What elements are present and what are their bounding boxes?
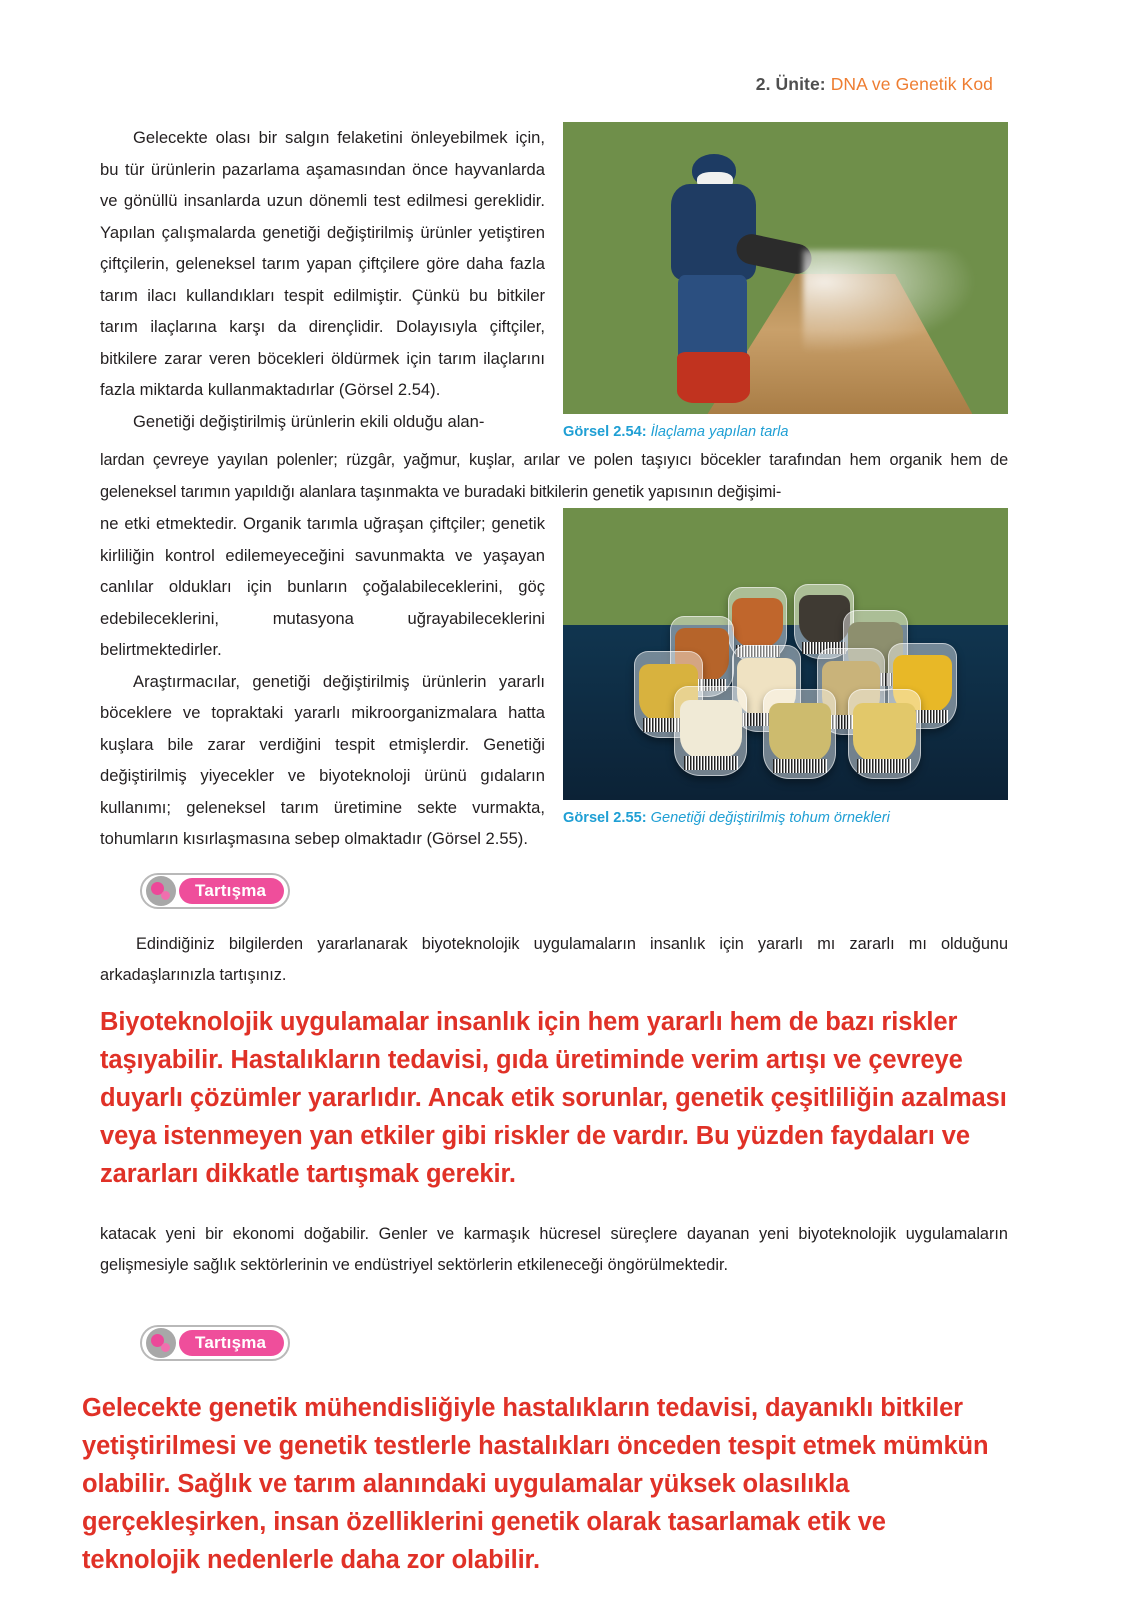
figure-caption — [563, 809, 1008, 827]
paragraph-3: Araştırmacılar, genetiği değiştirilmiş ürünlerin yararlı böceklere ve topraktaki yararlı mikroorganizmalara hatta kuşlara bile zarar verdiğini tespit etmişlerdir. Genetiği değiştirilmiş yiyecekler ve biyoteknoloji ürünü gıdaların kullanımı; geleneksel tarım üretimine sekte vurmakta, tohumların kısırlaşmasına sebep olmaktadır (Görsel 2.55). — [100, 671, 545, 849]
paragraph-1: Gelecekte olası bir salgın felaketini önleyebilmek için, bu tür ürünlerin pazarlama aşamasından önce hayvanlarda ve gönüllü insanlarda uzun dönemli test edilmesi gereklidir. Yapılan çalışmalarda genetiği değiştirilmiş ürünler yetiştiren çiftçilerin, geleneksel tarım yapan çiftçilere göre daha fazla tarım ilacı kullandıkları tespit edilmiştir. Çünkü bu bitkiler tarım ilaçlarına karşı da dirençlidir. Dolayısıyla çiftçiler, bitkilere zarar veren böcekleri öldürmek için tarım ilaçlarını fazla miktarda kullanmaktadırlar (Görsel 2.54). — [100, 128, 545, 399]
paragraph-2-part-a: Genetiği değiştirilmiş ürünlerin ekili olduğu alan- — [133, 411, 485, 431]
speech-bubble-icon — [146, 876, 176, 906]
figure-gorsel-2-55 — [563, 508, 1008, 827]
unit-title: DNA ve Genetik Kod — [830, 74, 993, 94]
paragraph-2-part-c: ne etki etmektedir. Organik tarımla uğraşan çiftçiler; genetik kirliliğin kontrol edilemeyeceğini savunmakta ve yaşayan canlılar oldukları için bunların çoğalabileceklerini, göç edebileceklerini, mutasyona uğrayabileceklerini belirtmektedirler. — [100, 514, 545, 660]
figure-gorsel-2-54 — [563, 122, 1008, 441]
gmo-seed-samples-photo — [563, 508, 1008, 800]
vineyard-spraying-photo — [563, 122, 1008, 414]
discussion-question-1: Edindiğiniz bilgilerden yararlanarak biyoteknolojik uygulamaların insanlık için yararlı mı zararlı mı olduğunu arkadaşlarınızla tartışınız. — [100, 934, 1008, 984]
figure-caption-text: İlaçlama yapılan tarla — [650, 424, 789, 440]
discussion-badge-label: Tartışma — [179, 878, 284, 904]
figure-caption-label: Görsel 2.54: — [563, 424, 647, 440]
figure-caption-label: Görsel 2.55: — [563, 810, 647, 827]
discussion-badge-wrapper-1 — [100, 873, 1008, 911]
paragraph-2-part-b: lardan çevreye yayılan polenler; rüzgâr, yağmur, kuşlar, arılar ve polen taşıyıcı böcekler tarafından hem organik hem de geleneksel tarımın yapıldığı alanlara taşınmakta ve buradaki bitkilerin genetik yapısının değişimi- — [100, 451, 1008, 501]
figure-caption — [563, 423, 1008, 441]
unit-number: 2. Ünite: — [755, 74, 826, 94]
pesticide-spray — [803, 250, 981, 355]
worker-illustration — [639, 154, 786, 405]
discussion-answer-1: Biyoteknolojik uygulamalar insanlık için hem yararlı hem de bazı riskler taşıyabilir. Hastalıkların tedavisi, gıda üretiminde verim artışı ve çevreye duyarlı çözümler yararlıdır. Ancak etik sorunlar, genetik çeşitliliğin azalması veya istenmeyen yan etkiler gibi riskler de vardır. Bu yüzden faydaları ve zararları dikkatle tartışmak gerekir. — [100, 1007, 1007, 1188]
seed-cups-group — [563, 508, 1008, 800]
discussion-badge-wrapper-2 — [100, 1325, 1008, 1363]
discussion-badge-2[interactable] — [140, 1325, 290, 1361]
discussion-badge-1[interactable] — [140, 873, 290, 909]
discussion-answer-2: Gelecekte genetik mühendisliğiyle hastalıkların tedavisi, dayanıklı bitkiler yetiştirilmesi ve genetik testlerle hastalıkları önceden tespit etmek mümkün olabilir. Sağlık ve tarım alanındaki uygulamalar yüksek olasılıkla gerçekleşirken, insan özelliklerini genetik olarak tasarlamak etik ve teknolojik nedenlerle daha zor olabilir. — [82, 1393, 989, 1574]
paragraph-4: katacak yeni bir ekonomi doğabilir. Genler ve karmaşık hücresel süreçlere dayanan yeni biyoteknolojik uygulamaların gelişmesiyle sağlık sektörlerinin ve endüstriyel sektörlerin etkileneceği öngörülmektedir. — [100, 1224, 1008, 1274]
page-header — [756, 74, 993, 95]
page-content — [82, 122, 1008, 1579]
discussion-badge-label: Tartışma — [179, 1330, 284, 1356]
speech-bubble-icon — [146, 1328, 176, 1358]
figure-caption-text: Genetiği değiştirilmiş tohum örnekleri — [650, 810, 890, 827]
